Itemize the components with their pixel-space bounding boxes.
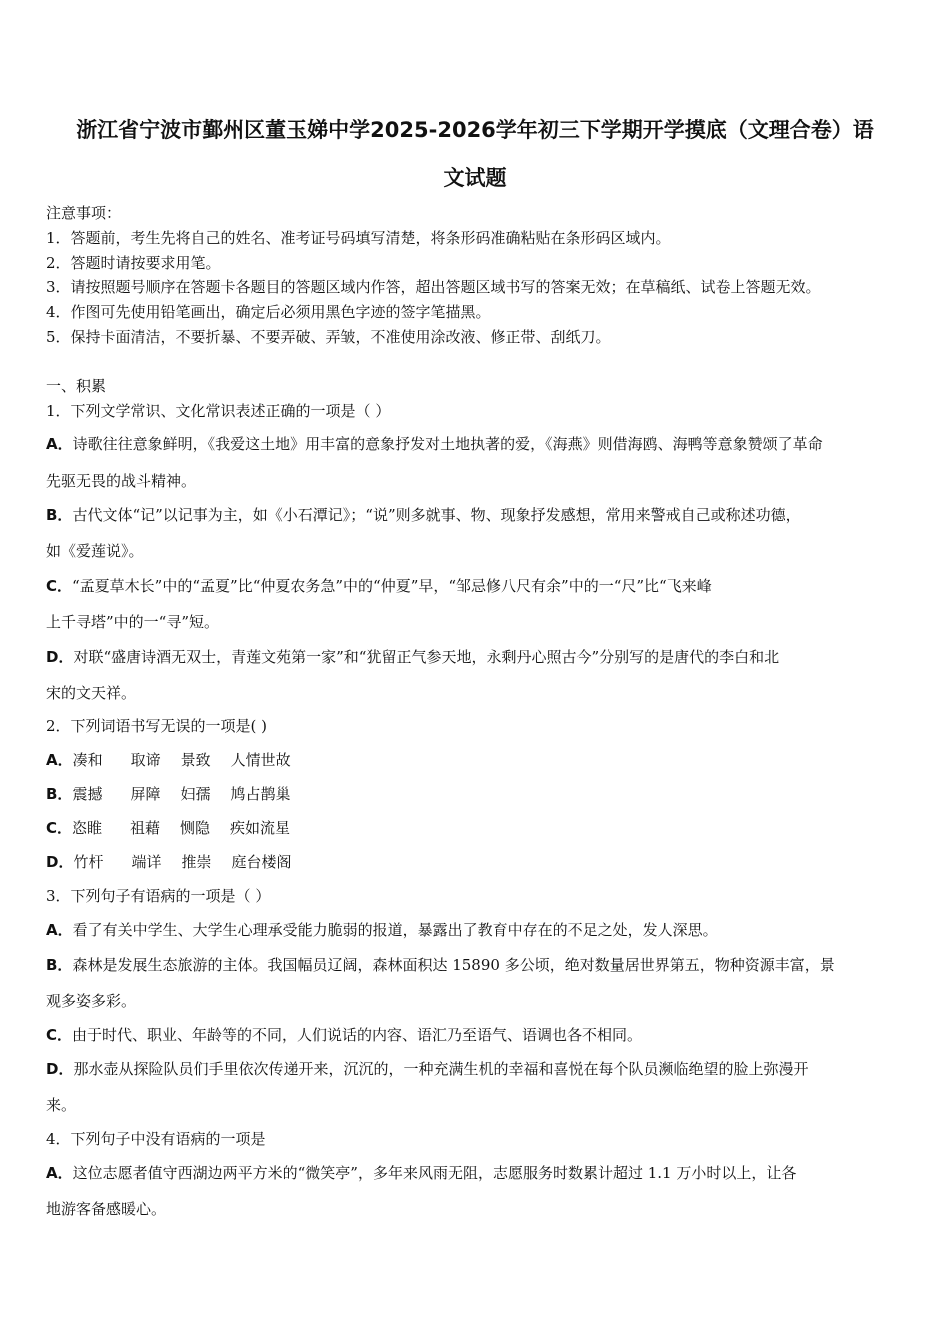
notice-item-1: 1．答题前，考生先将自己的姓名、准考证号码填写清楚，将条形码准确粘贴在条形码区域内。 bbox=[46, 229, 671, 247]
option-letter: C． bbox=[46, 1026, 73, 1044]
option-letter: A． bbox=[46, 1164, 73, 1182]
notice-item-2: 2．答题时请按要求用笔。 bbox=[46, 254, 221, 272]
option-letter: C． bbox=[46, 577, 73, 595]
word: 景致 bbox=[180, 751, 211, 769]
option-letter: C． bbox=[46, 819, 73, 837]
title-line-2: 文试题 bbox=[443, 166, 507, 190]
option-letter: B． bbox=[46, 506, 73, 524]
option-text: 森林是发展生态旅游的主体。我国幅员辽阔，森林面积达 15890 多公顷，绝对数量居世界第五，物种资源丰富，景 bbox=[72, 956, 835, 974]
option-letter: B． bbox=[46, 956, 73, 974]
q1-option-c bbox=[46, 576, 712, 596]
q3-option-d-cont: 来。 bbox=[46, 1096, 77, 1114]
q1-option-d-cont: 宋的文天祥。 bbox=[46, 684, 137, 702]
word: 震撼 bbox=[72, 785, 103, 803]
section-heading: 一、积累 bbox=[46, 377, 107, 395]
word: 疾如流星 bbox=[230, 819, 291, 837]
q2-option-a bbox=[46, 750, 291, 770]
q3-option-b bbox=[46, 955, 835, 975]
q2-stem: 2．下列词语书写无误的一项是( ) bbox=[46, 717, 268, 735]
notice-item-5: 5．保持卡面清洁，不要折暴、不要弄破、弄皱，不准使用涂改液、修正带、刮纸刀。 bbox=[46, 328, 611, 346]
q1-option-b-cont: 如《爱莲说》。 bbox=[46, 542, 144, 560]
word: 推崇 bbox=[181, 853, 212, 871]
q1-option-a-cont: 先驱无畏的战斗精神。 bbox=[46, 472, 197, 490]
q1-option-a bbox=[46, 434, 823, 454]
option-text: “孟夏草木长”中的“孟夏”比“仲夏农务急”中的“仲夏”早，“邹忌修八尺有余”中的一“尺”比“飞来峰 bbox=[72, 577, 712, 595]
option-letter: D． bbox=[46, 648, 74, 666]
q2-option-b bbox=[46, 784, 290, 804]
q3-option-b-cont: 观多姿多彩。 bbox=[46, 992, 137, 1010]
q3-option-c bbox=[46, 1025, 642, 1045]
word: 恻隐 bbox=[180, 819, 211, 837]
q1-option-b bbox=[46, 505, 801, 525]
q1-option-d bbox=[46, 647, 779, 667]
option-letter: D． bbox=[46, 1060, 74, 1078]
notice-heading: 注意事项： bbox=[46, 204, 122, 222]
word: 屏障 bbox=[130, 785, 161, 803]
option-letter: A． bbox=[46, 751, 73, 769]
option-text: 这位志愿者值守西湖边两平方米的“微笑亭”，多年来风雨无阻，志愿服务时数累计超过 1.1 万小时以上，让各 bbox=[72, 1164, 797, 1182]
q1-stem: 1．下列文学常识、文化常识表述正确的一项是（ ） bbox=[46, 402, 391, 420]
option-letter: B． bbox=[46, 785, 73, 803]
notice-item-4: 4．作图可先使用铅笔画出，确定后必须用黑色字迹的签字笔描黑。 bbox=[46, 303, 491, 321]
q4-stem: 4．下列句子中没有语病的一项是 bbox=[46, 1130, 266, 1148]
q3-option-a bbox=[46, 920, 718, 940]
option-text: 对联“盛唐诗酒无双士，青莲文苑第一家”和“犹留正气参天地，永剩丹心照古今”分别写的是唐代的李白和北 bbox=[73, 648, 780, 666]
option-letter: A． bbox=[46, 435, 73, 453]
option-text: 诗歌往往意象鲜明，《我爱这土地》用丰富的意象抒发对土地执著的爱，《海燕》则借海鸥、海鸭等意象赞颂了革命 bbox=[72, 435, 823, 453]
word: 祖藉 bbox=[130, 819, 161, 837]
option-text: 那水壶从探险队员们手里依次传递开来，沉沉的，一种充满生机的幸福和喜悦在每个队员濒临绝望的脸上弥漫开 bbox=[73, 1060, 809, 1078]
q2-option-d bbox=[46, 852, 291, 872]
q3-option-d bbox=[46, 1059, 808, 1079]
word: 端详 bbox=[131, 853, 162, 871]
option-letter: D． bbox=[46, 853, 74, 871]
q3-stem: 3．下列句子有语病的一项是（ ） bbox=[46, 887, 271, 905]
q4-option-a bbox=[46, 1163, 796, 1183]
option-letter: A． bbox=[46, 921, 73, 939]
option-text: 由于时代、职业、年龄等的不同，人们说话的内容、语汇乃至语气、语调也各不相同。 bbox=[72, 1026, 643, 1044]
option-text: 古代文体“记”以记事为主，如《小石潭记》；“说”则多就事、物、现象抒发感想，常用来警戒自己或称述功德， bbox=[72, 506, 801, 524]
q2-option-c bbox=[46, 818, 290, 838]
notice-item-3: 3．请按照题号顺序在答题卡各题目的答题区域内作答，超出答题区域书写的答案无效；在草稿纸、试卷上答题无效。 bbox=[46, 278, 821, 296]
q1-option-c-cont: 上千寻塔”中的一“寻”短。 bbox=[46, 613, 220, 631]
q4-option-a-cont: 地游客备感暖心。 bbox=[46, 1200, 167, 1218]
option-text: 看了有关中学生、大学生心理承受能力脆弱的报道，暴露出了教育中存在的不足之处，发人深思。 bbox=[72, 921, 718, 939]
title-line-1: 浙江省宁波市鄞州区董玉娣中学2025-2026学年初三下学期开学摸底（文理合卷）语 bbox=[76, 118, 874, 142]
word: 恣睢 bbox=[72, 819, 103, 837]
word: 人情世故 bbox=[230, 751, 291, 769]
word: 庭台楼阁 bbox=[231, 853, 292, 871]
word: 取谛 bbox=[130, 751, 161, 769]
word: 竹杆 bbox=[73, 853, 104, 871]
word: 鸠占鹊巢 bbox=[230, 785, 291, 803]
word: 妇孺 bbox=[180, 785, 211, 803]
word: 凑和 bbox=[72, 751, 103, 769]
